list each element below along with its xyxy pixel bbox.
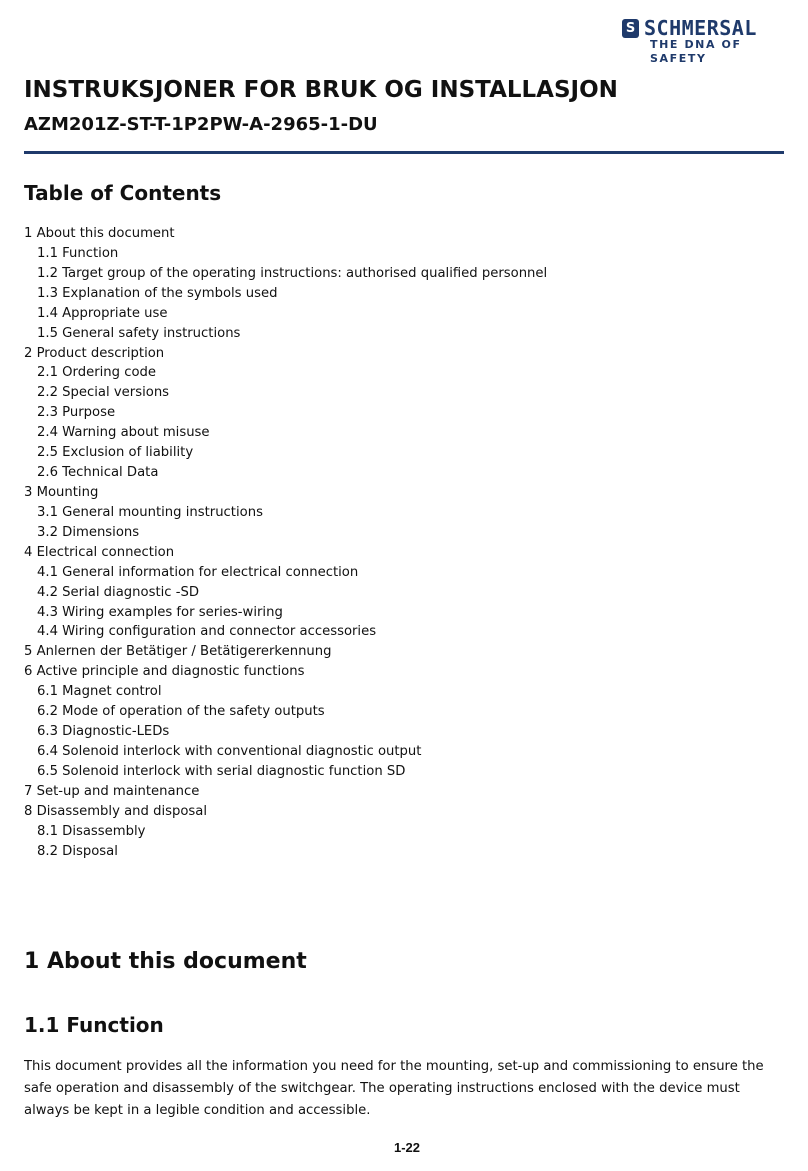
toc-entry[interactable]: 8 Disassembly and disposal: [24, 803, 208, 819]
table-of-contents: [24, 224, 547, 862]
toc-entry[interactable]: 4.4 Wiring configuration and connector accessories: [37, 624, 377, 640]
toc-entry[interactable]: 1.1 Function: [37, 245, 119, 261]
schmersal-shield-icon: S: [622, 19, 639, 38]
toc-heading: Table of Contents: [24, 181, 222, 205]
toc-entry[interactable]: 1.3 Explanation of the symbols used: [37, 285, 278, 301]
toc-entry[interactable]: 6.2 Mode of operation of the safety outputs: [37, 704, 325, 720]
toc-entry[interactable]: 6.3 Diagnostic-LEDs: [37, 724, 170, 740]
toc-entry[interactable]: 7 Set-up and maintenance: [24, 783, 200, 799]
toc-entry[interactable]: 2.3 Purpose: [37, 405, 116, 421]
toc-entry[interactable]: 1 About this document: [24, 226, 175, 241]
toc-entry[interactable]: 2.6 Technical Data: [37, 465, 159, 481]
toc-entry[interactable]: 2 Product description: [24, 345, 165, 361]
toc-entry[interactable]: 3 Mounting: [24, 484, 99, 500]
toc-entry[interactable]: 4.3 Wiring examples for series-wiring: [37, 604, 283, 620]
toc-entry[interactable]: 3.2 Dimensions: [37, 524, 140, 540]
toc-entry[interactable]: 6 Active principle and diagnostic functions: [24, 664, 305, 680]
toc-entry[interactable]: 6.1 Magnet control: [37, 684, 162, 700]
brand-name: SCHMERSAL: [644, 16, 757, 40]
document-subtitle: AZM201Z-ST-T-1P2PW-A-2965-1-DU: [24, 114, 378, 135]
brand-tagline: THE DNA OF SAFETY: [650, 38, 742, 65]
toc-entry[interactable]: 1.5 General safety instructions: [37, 325, 241, 341]
toc-entry[interactable]: 2.2 Special versions: [37, 385, 170, 401]
subsection-heading: 1.1 Function: [24, 1013, 164, 1037]
header-divider: [24, 151, 784, 154]
page-number: 1-22: [393, 1140, 421, 1155]
section-heading: 1 About this document: [24, 949, 307, 974]
toc-entry[interactable]: 5 Anlernen der Betätiger / Betätigererkennung: [24, 644, 332, 660]
toc-entry[interactable]: 4.2 Serial diagnostic -SD: [37, 584, 200, 600]
brand-logo: [622, 16, 784, 65]
toc-entry[interactable]: 8.2 Disposal: [37, 843, 118, 859]
toc-entry[interactable]: 1.4 Appropriate use: [37, 305, 168, 321]
toc-entry[interactable]: 4.1 General information for electrical connection: [37, 564, 359, 580]
body-paragraph: This document provides all the information you need for the mounting, set-up and commissioning to ensure the safe operation and disassembly of the switchgear. The operating instructions enclosed with the device must always be kept in a legible condition and accessible.: [24, 1059, 764, 1118]
toc-entry[interactable]: 8.1 Disassembly: [37, 823, 146, 839]
toc-entry[interactable]: 2.1 Ordering code: [37, 365, 157, 381]
toc-entry[interactable]: 6.4 Solenoid interlock with conventional diagnostic output: [37, 743, 422, 759]
toc-entry[interactable]: 6.5 Solenoid interlock with serial diagnostic function SD: [37, 763, 406, 779]
toc-entry[interactable]: 2.5 Exclusion of liability: [37, 445, 194, 461]
toc-entry[interactable]: 2.4 Warning about misuse: [37, 425, 210, 441]
toc-entry[interactable]: 4 Electrical connection: [24, 544, 175, 560]
toc-entry[interactable]: 1.2 Target group of the operating instructions: authorised qualified personnel: [37, 265, 548, 281]
toc-entry[interactable]: 3.1 General mounting instructions: [37, 504, 263, 520]
document-title: INSTRUKSJONER FOR BRUK OG INSTALLASJON: [24, 77, 618, 103]
